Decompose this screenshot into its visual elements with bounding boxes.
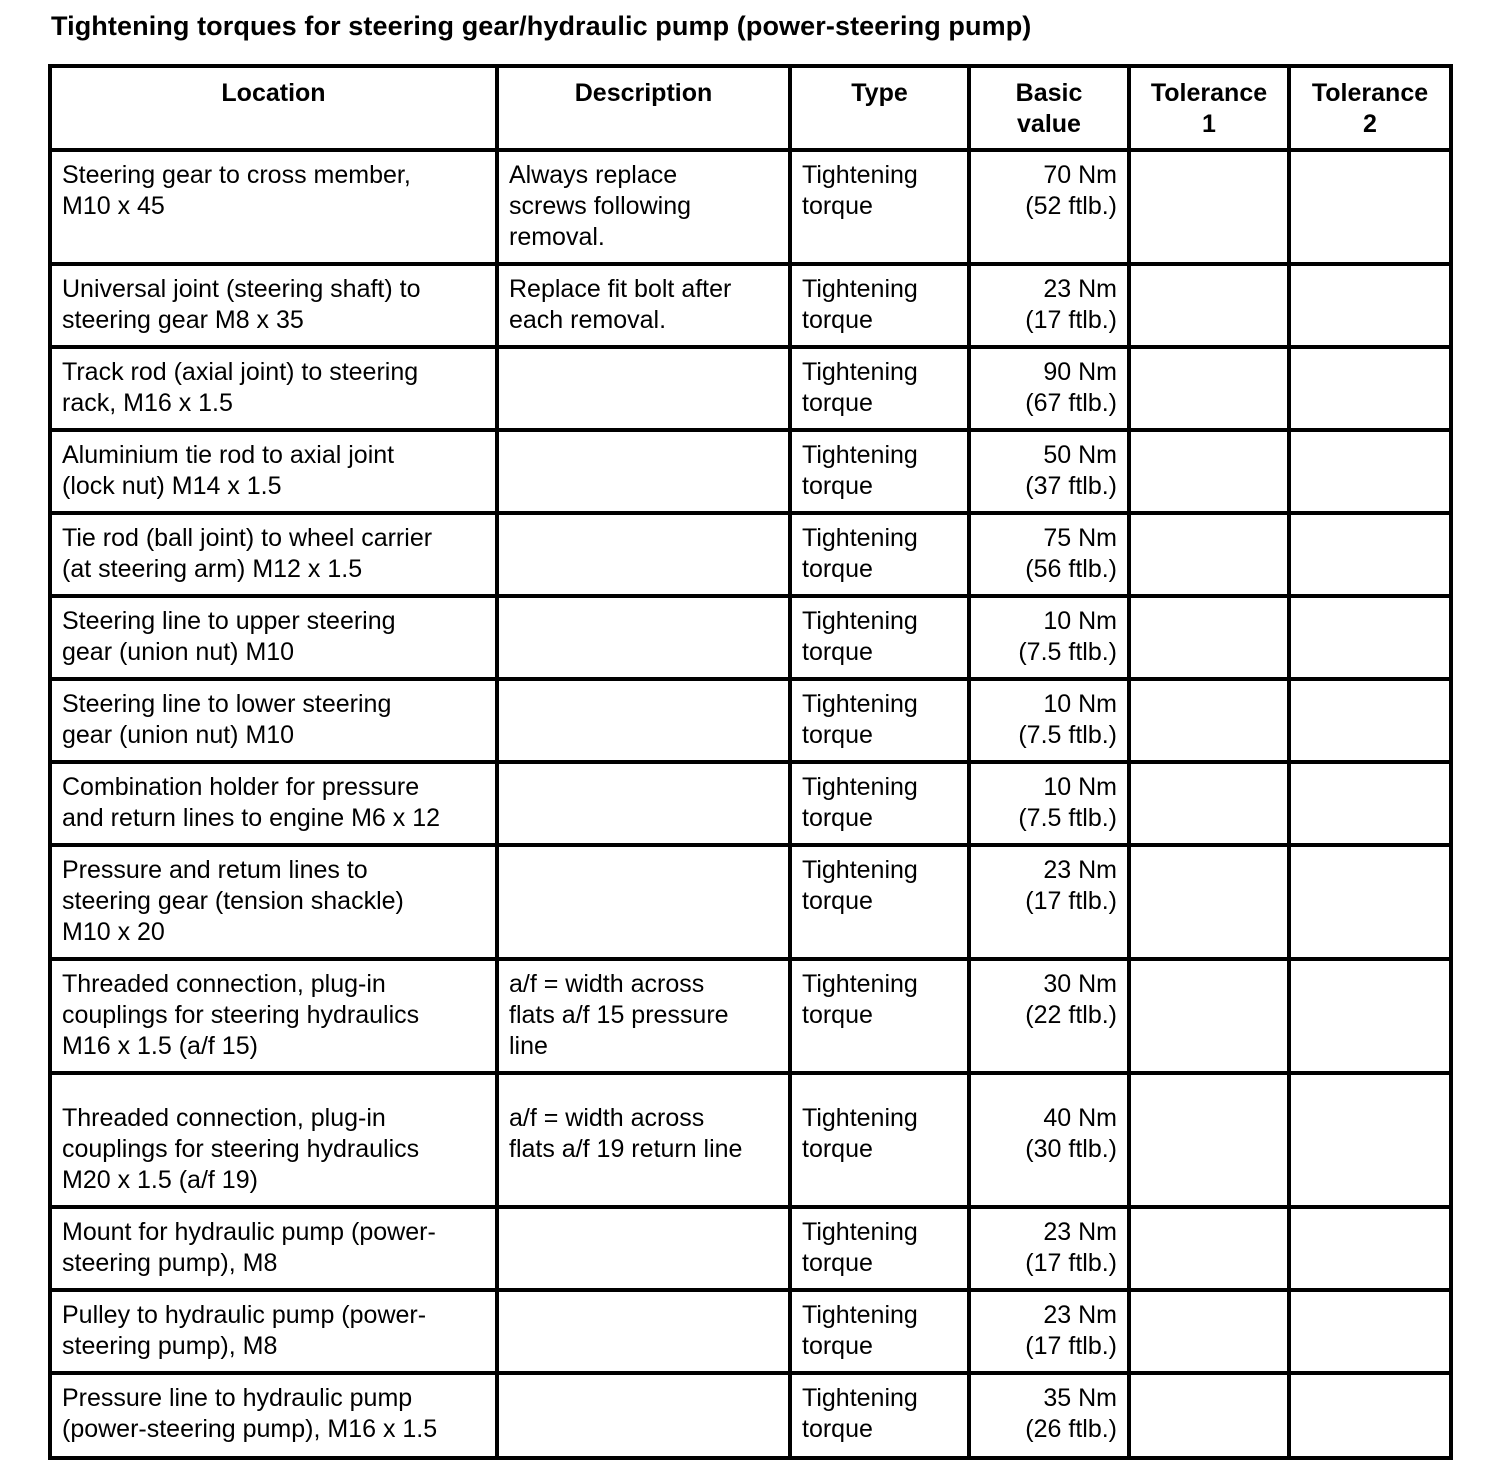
cell-location-line: M20 x 1.5 (a/f 19) bbox=[62, 1166, 258, 1194]
cell-tolerance-2 bbox=[1289, 596, 1451, 679]
cell-description bbox=[497, 1207, 790, 1290]
cell-location-line: Track rod (axial joint) to steering bbox=[62, 358, 419, 386]
table-row bbox=[50, 845, 1451, 959]
cell-basic-value-line: (67 ftlb.) bbox=[1025, 389, 1117, 417]
cell-description bbox=[497, 762, 790, 845]
cell-tolerance-2 bbox=[1289, 679, 1451, 762]
cell-tolerance-2 bbox=[1289, 959, 1451, 1073]
cell-location bbox=[50, 762, 497, 845]
cell-location-line: Mount for hydraulic pump (power- bbox=[62, 1218, 436, 1246]
cell-location-line: Pressure line to hydraulic pump bbox=[62, 1384, 413, 1412]
cell-location bbox=[50, 1073, 497, 1207]
cell-basic-value-line: 70 Nm bbox=[1043, 161, 1117, 189]
cell-location bbox=[50, 513, 497, 596]
cell-basic-value-line: (17 ftlb.) bbox=[1025, 887, 1117, 915]
cell-tolerance-1 bbox=[1129, 845, 1289, 959]
cell-basic-value-line: 50 Nm bbox=[1043, 441, 1117, 469]
cell-location-line: (at steering arm) M12 x 1.5 bbox=[62, 555, 363, 583]
cell-tolerance-1 bbox=[1129, 347, 1289, 430]
cell-tolerance-2 bbox=[1289, 1290, 1451, 1373]
cell-basic-value bbox=[969, 1373, 1129, 1458]
cell-description-line: flats a/f 15 pressure bbox=[509, 1001, 729, 1029]
cell-description bbox=[497, 845, 790, 959]
cell-tolerance-2 bbox=[1289, 430, 1451, 513]
cell-location bbox=[50, 1207, 497, 1290]
cell-tolerance-1 bbox=[1129, 513, 1289, 596]
cell-basic-value-line: 23 Nm bbox=[1043, 1218, 1117, 1246]
cell-location bbox=[50, 430, 497, 513]
cell-type-line: torque bbox=[802, 472, 873, 500]
cell-tolerance-1 bbox=[1129, 1290, 1289, 1373]
header-tolerance-2-line: 2 bbox=[1363, 110, 1377, 138]
cell-type bbox=[790, 1290, 969, 1373]
cell-tolerance-2 bbox=[1289, 1073, 1451, 1207]
header-description-label: Description bbox=[574, 79, 713, 107]
cell-basic-value-line: (56 ftlb.) bbox=[1025, 555, 1117, 583]
cell-tolerance-1 bbox=[1129, 679, 1289, 762]
cell-description-line: a/f = width across bbox=[509, 970, 705, 998]
cell-basic-value-line: (17 ftlb.) bbox=[1025, 1332, 1117, 1360]
cell-description-line: a/f = width across bbox=[509, 1104, 705, 1132]
cell-basic-value bbox=[969, 1207, 1129, 1290]
header-location-label: Location bbox=[221, 79, 326, 107]
cell-type bbox=[790, 762, 969, 845]
cell-location bbox=[50, 596, 497, 679]
cell-basic-value-line: 75 Nm bbox=[1043, 524, 1117, 552]
header-type bbox=[790, 66, 969, 150]
cell-location-line: Pressure and retum lines to bbox=[62, 856, 368, 884]
cell-description-line: Always replace bbox=[509, 161, 678, 189]
cell-location-line: (power-steering pump), M16 x 1.5 bbox=[62, 1415, 438, 1443]
cell-basic-value-line: (17 ftlb.) bbox=[1025, 306, 1117, 334]
table-row bbox=[50, 762, 1451, 845]
cell-location-line: Steering line to upper steering bbox=[62, 607, 396, 635]
cell-type-line: torque bbox=[802, 192, 873, 220]
page-title: Tightening torques for steering gear/hydraulic pump (power-steering pump) bbox=[51, 11, 1032, 41]
cell-basic-value-line: (7.5 ftlb.) bbox=[1018, 804, 1117, 832]
cell-location-line: Aluminium tie rod to axial joint bbox=[62, 441, 395, 469]
cell-description-line: line bbox=[509, 1032, 548, 1060]
cell-location-line: Combination holder for pressure bbox=[62, 773, 420, 801]
cell-type bbox=[790, 845, 969, 959]
cell-type bbox=[790, 1373, 969, 1458]
table-row bbox=[50, 1373, 1451, 1458]
cell-basic-value bbox=[969, 430, 1129, 513]
cell-type-line: Tightening bbox=[802, 358, 918, 386]
cell-tolerance-1 bbox=[1129, 959, 1289, 1073]
cell-basic-value bbox=[969, 959, 1129, 1073]
cell-type bbox=[790, 1207, 969, 1290]
cell-type-line: torque bbox=[802, 887, 873, 915]
cell-location-line: steering pump), M8 bbox=[62, 1332, 278, 1360]
cell-location-line: steering gear (tension shackle) bbox=[62, 887, 404, 915]
cell-basic-value-line: (52 ftlb.) bbox=[1025, 192, 1117, 220]
cell-type-line: Tightening bbox=[802, 161, 918, 189]
cell-description bbox=[497, 1290, 790, 1373]
cell-basic-value bbox=[969, 1290, 1129, 1373]
cell-type-line: torque bbox=[802, 1001, 873, 1029]
cell-location-line: gear (union nut) M10 bbox=[62, 638, 295, 666]
cell-location bbox=[50, 1290, 497, 1373]
cell-basic-value bbox=[969, 1073, 1129, 1207]
table-row bbox=[50, 430, 1451, 513]
cell-description bbox=[497, 264, 790, 347]
table-body bbox=[50, 150, 1451, 1458]
header-tolerance-1 bbox=[1129, 66, 1289, 150]
cell-basic-value bbox=[969, 347, 1129, 430]
cell-location bbox=[50, 845, 497, 959]
cell-type-line: torque bbox=[802, 721, 873, 749]
cell-basic-value-line: 10 Nm bbox=[1043, 690, 1117, 718]
cell-tolerance-2 bbox=[1289, 762, 1451, 845]
cell-tolerance-1 bbox=[1129, 762, 1289, 845]
cell-tolerance-2 bbox=[1289, 347, 1451, 430]
cell-type-line: torque bbox=[802, 555, 873, 583]
cell-tolerance-1 bbox=[1129, 1073, 1289, 1207]
cell-type bbox=[790, 264, 969, 347]
cell-type-line: Tightening bbox=[802, 1218, 918, 1246]
cell-type-line: Tightening bbox=[802, 856, 918, 884]
cell-basic-value bbox=[969, 596, 1129, 679]
cell-basic-value-line: 10 Nm bbox=[1043, 773, 1117, 801]
cell-tolerance-1 bbox=[1129, 150, 1289, 264]
header-row bbox=[50, 66, 1451, 150]
cell-location-line: rack, M16 x 1.5 bbox=[62, 389, 233, 417]
cell-basic-value-line: (37 ftlb.) bbox=[1025, 472, 1117, 500]
cell-tolerance-2 bbox=[1289, 513, 1451, 596]
cell-location-line: couplings for steering hydraulics bbox=[62, 1135, 420, 1163]
cell-type-line: Tightening bbox=[802, 275, 918, 303]
table-row bbox=[50, 347, 1451, 430]
cell-description bbox=[497, 1073, 790, 1207]
cell-type-line: Tightening bbox=[802, 1301, 918, 1329]
cell-basic-value-line: 23 Nm bbox=[1043, 856, 1117, 884]
cell-type-line: Tightening bbox=[802, 1104, 918, 1132]
cell-description bbox=[497, 513, 790, 596]
cell-tolerance-2 bbox=[1289, 1373, 1451, 1458]
cell-type-line: torque bbox=[802, 306, 873, 334]
cell-location bbox=[50, 1373, 497, 1458]
cell-location-line: steering pump), M8 bbox=[62, 1249, 278, 1277]
header-type-label: Type bbox=[851, 79, 908, 107]
cell-description bbox=[497, 679, 790, 762]
cell-type bbox=[790, 150, 969, 264]
cell-location bbox=[50, 150, 497, 264]
header-tolerance-1-line: Tolerance bbox=[1150, 79, 1268, 107]
cell-type-line: torque bbox=[802, 389, 873, 417]
cell-tolerance-1 bbox=[1129, 430, 1289, 513]
cell-tolerance-2 bbox=[1289, 150, 1451, 264]
cell-basic-value-line: (7.5 ftlb.) bbox=[1018, 721, 1117, 749]
cell-description-line: each removal. bbox=[509, 306, 667, 334]
cell-type-line: torque bbox=[802, 804, 873, 832]
cell-type-line: Tightening bbox=[802, 970, 918, 998]
table-row bbox=[50, 596, 1451, 679]
header-basic-value-line: Basic bbox=[1015, 79, 1083, 107]
table-row bbox=[50, 959, 1451, 1073]
torque-table bbox=[48, 64, 1453, 1460]
cell-location-line: Threaded connection, plug-in bbox=[62, 1104, 386, 1132]
cell-type-line: torque bbox=[802, 1415, 873, 1443]
cell-location bbox=[50, 347, 497, 430]
cell-tolerance-2 bbox=[1289, 845, 1451, 959]
cell-type bbox=[790, 347, 969, 430]
cell-basic-value bbox=[969, 762, 1129, 845]
cell-basic-value-line: (22 ftlb.) bbox=[1025, 1001, 1117, 1029]
cell-location-line: Threaded connection, plug-in bbox=[62, 970, 386, 998]
cell-location-line: couplings for steering hydraulics bbox=[62, 1001, 420, 1029]
cell-location bbox=[50, 679, 497, 762]
cell-basic-value bbox=[969, 513, 1129, 596]
cell-location-line: Steering line to lower steering bbox=[62, 690, 392, 718]
cell-basic-value-line: (26 ftlb.) bbox=[1025, 1415, 1117, 1443]
cell-type bbox=[790, 430, 969, 513]
cell-description bbox=[497, 596, 790, 679]
cell-type-line: torque bbox=[802, 1135, 873, 1163]
cell-tolerance-1 bbox=[1129, 1207, 1289, 1290]
header-location bbox=[50, 66, 497, 150]
cell-basic-value-line: 35 Nm bbox=[1043, 1384, 1117, 1412]
cell-location-line: and return lines to engine M6 x 12 bbox=[62, 804, 441, 832]
cell-tolerance-1 bbox=[1129, 596, 1289, 679]
cell-description-line: removal. bbox=[509, 223, 605, 251]
cell-location-line: Pulley to hydraulic pump (power- bbox=[62, 1301, 427, 1329]
cell-description-line: screws following bbox=[509, 192, 692, 220]
cell-type bbox=[790, 513, 969, 596]
cell-description-line: flats a/f 19 return line bbox=[509, 1135, 743, 1163]
cell-basic-value-line: (17 ftlb.) bbox=[1025, 1249, 1117, 1277]
cell-location-line: M10 x 20 bbox=[62, 918, 165, 946]
cell-type-line: Tightening bbox=[802, 773, 918, 801]
header-tolerance-2-line: Tolerance bbox=[1311, 79, 1429, 107]
cell-type bbox=[790, 596, 969, 679]
cell-location bbox=[50, 264, 497, 347]
cell-type bbox=[790, 959, 969, 1073]
header-basic-value-line: value bbox=[1017, 110, 1081, 138]
cell-type-line: torque bbox=[802, 1332, 873, 1360]
cell-basic-value-line: 40 Nm bbox=[1043, 1104, 1117, 1132]
cell-location-line: Tie rod (ball joint) to wheel carrier bbox=[62, 524, 433, 552]
cell-type bbox=[790, 679, 969, 762]
table-row bbox=[50, 1290, 1451, 1373]
cell-description bbox=[497, 347, 790, 430]
cell-basic-value-line: 90 Nm bbox=[1043, 358, 1117, 386]
cell-location-line: gear (union nut) M10 bbox=[62, 721, 295, 749]
cell-type-line: Tightening bbox=[802, 607, 918, 635]
table-row bbox=[50, 264, 1451, 347]
cell-location-line: M16 x 1.5 (a/f 15) bbox=[62, 1032, 258, 1060]
cell-tolerance-1 bbox=[1129, 264, 1289, 347]
cell-type bbox=[790, 1073, 969, 1207]
cell-basic-value-line: (7.5 ftlb.) bbox=[1018, 638, 1117, 666]
cell-basic-value-line: 30 Nm bbox=[1043, 970, 1117, 998]
cell-basic-value-line: 23 Nm bbox=[1043, 275, 1117, 303]
cell-type-line: Tightening bbox=[802, 690, 918, 718]
header-tolerance-1-line: 1 bbox=[1202, 110, 1216, 138]
cell-description bbox=[497, 150, 790, 264]
cell-location-line: Universal joint (steering shaft) to bbox=[62, 275, 421, 303]
header-description bbox=[497, 66, 790, 150]
cell-basic-value bbox=[969, 845, 1129, 959]
cell-location-line: M10 x 45 bbox=[62, 192, 165, 220]
cell-type-line: Tightening bbox=[802, 1384, 918, 1412]
cell-basic-value-line: 10 Nm bbox=[1043, 607, 1117, 635]
cell-basic-value-line: 23 Nm bbox=[1043, 1301, 1117, 1329]
cell-location-line: steering gear M8 x 35 bbox=[62, 306, 304, 334]
cell-basic-value bbox=[969, 264, 1129, 347]
cell-location bbox=[50, 959, 497, 1073]
table-row bbox=[50, 679, 1451, 762]
cell-description bbox=[497, 430, 790, 513]
table-row bbox=[50, 513, 1451, 596]
cell-basic-value bbox=[969, 150, 1129, 264]
table-row bbox=[50, 1073, 1451, 1207]
cell-tolerance-1 bbox=[1129, 1373, 1289, 1458]
cell-type-line: Tightening bbox=[802, 441, 918, 469]
cell-description bbox=[497, 959, 790, 1073]
table-row bbox=[50, 1207, 1451, 1290]
header-tolerance-2 bbox=[1289, 66, 1451, 150]
cell-basic-value bbox=[969, 679, 1129, 762]
cell-type-line: Tightening bbox=[802, 524, 918, 552]
cell-description bbox=[497, 1373, 790, 1458]
cell-location-line: Steering gear to cross member, bbox=[62, 161, 411, 189]
cell-type-line: torque bbox=[802, 638, 873, 666]
table-row bbox=[50, 150, 1451, 264]
cell-location-line: (lock nut) M14 x 1.5 bbox=[62, 472, 282, 500]
cell-basic-value-line: (30 ftlb.) bbox=[1025, 1135, 1117, 1163]
cell-description-line: Replace fit bolt after bbox=[509, 275, 732, 303]
cell-tolerance-2 bbox=[1289, 1207, 1451, 1290]
cell-type-line: torque bbox=[802, 1249, 873, 1277]
header-basic-value bbox=[969, 66, 1129, 150]
cell-tolerance-2 bbox=[1289, 264, 1451, 347]
